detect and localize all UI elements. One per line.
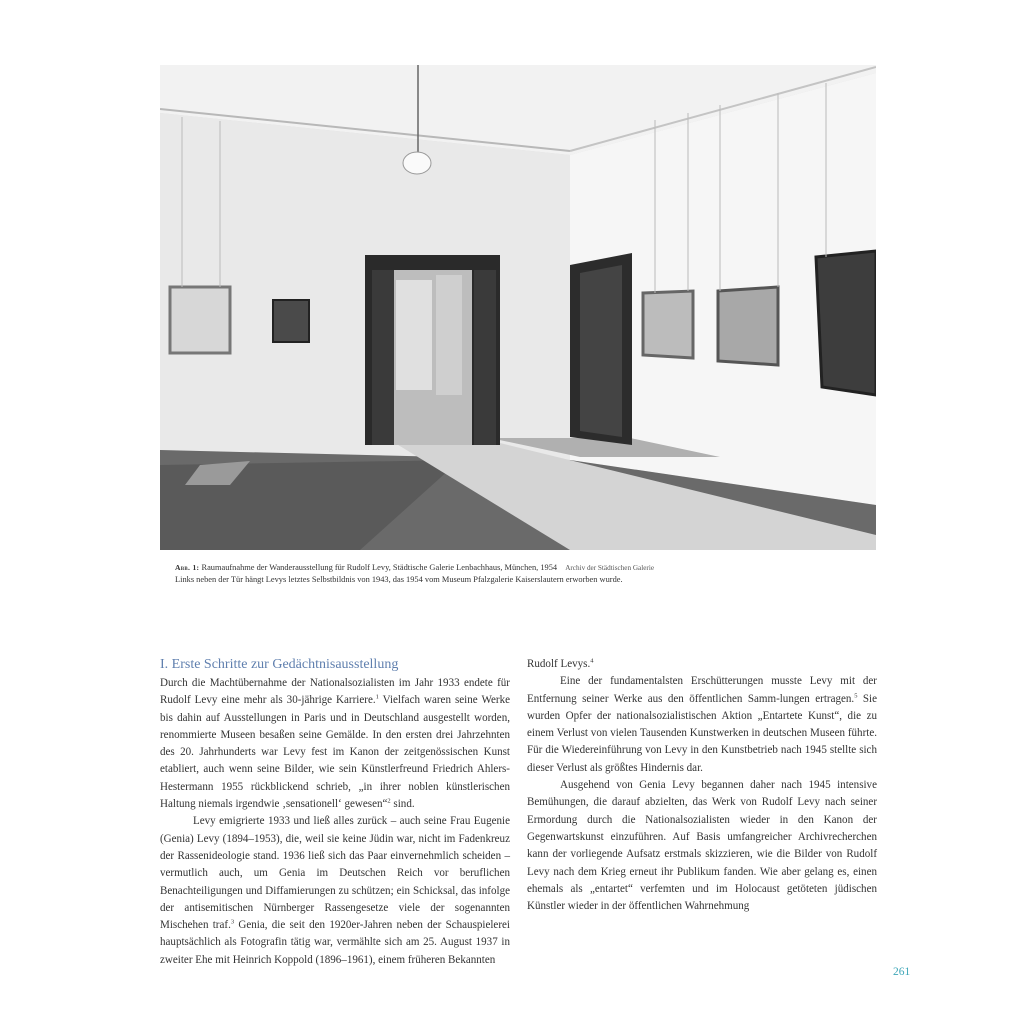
paragraph-1 bbox=[160, 675, 510, 813]
footnote-ref-3: 3 bbox=[230, 918, 235, 926]
figure-label: Abb. 1: bbox=[175, 563, 200, 572]
caption-line-2: Links neben der Tür hängt Levys letztes Selbstbildnis von 1943, das 1954 vom Museum Pfalzgalerie Kaiserslautern erworben wurde. bbox=[175, 575, 623, 584]
paragraph-2-text-split: Genia, die seit den 1920er-Jahren neben der Schauspielerei hauptsächlich als Fotografin tätig war, vermählte sich am 25. August 1937 in zweiter Ehe mit Heinrich Koppold (1896–1961), einem früheren Bekannten bbox=[160, 919, 510, 966]
section-heading: I. Erste Schritte zur Gedächtnisausstellung bbox=[160, 657, 399, 672]
caption-credit: Archiv der Städtischen Galerie bbox=[565, 564, 655, 572]
footnote-ref-2: 2 bbox=[387, 797, 391, 805]
page-number: 261 bbox=[893, 966, 911, 978]
paragraph-3 bbox=[527, 673, 877, 777]
paragraph-3-text-cont: Sie wurden Opfer der nationalsozialistischen Aktion „Entartete Kunst“, die zu einem Verlust von vielen Tausenden Kunstwerken in deutschen Museen führte. Für die Wiedereinführung von Levy in den Kunstbetrieb nach 1945 stellte sich dieser Verlust als größtes Hindernis dar. bbox=[527, 692, 877, 774]
paragraph-2 bbox=[160, 813, 510, 969]
paragraph-1-text: Durch die Machtübernahme der Nationalsozialisten im Jahr 1933 endete für Rudolf Levy eine mehr als 30-jährige Karriere. bbox=[160, 677, 510, 707]
footnote-ref-1: 1 bbox=[375, 693, 379, 701]
text-column-left bbox=[160, 656, 510, 969]
paragraph-2-continued bbox=[527, 656, 877, 673]
paragraph-3-text: Eine der fundamentalsten Erschütterungen musste Levy mit der Entfernung seiner Werke aus den öffentlichen Samm-lungen ertragen. bbox=[527, 675, 877, 705]
paragraph-4: Ausgehend von Genia Levy begannen daher nach 1945 intensive Bemühungen, die darauf abzielten, das Werk von Rudolf Levy nach seiner Ermordung durch die Nationalsozialisten wieder in den Kanon der Gegenwartskunst einzuführen. Auf Basis umfangreicher Archivrecherchen kann der vorliegende Aufsatz erstmals skizzieren, wie die Bilder von Rudolf Levy nach dem Krieg erneut ihr Publikum fanden. Wie aber gelang es, einen ehemals als „entartet“ verfemten und im Holocaust getöteten jüdischen Künstler wieder in der öffentlichen Wahrnehmung bbox=[527, 779, 877, 913]
paragraph-2-text-cont: Rudolf Levys. bbox=[527, 658, 591, 670]
paragraph-1-text-cont: Vielfach waren seine Werke bis dahin auf Ausstellungen in Paris und in Deutschland ausgestellt worden, renommierte Museen besaßen seine Gemälde. In den ersten drei Jahrzehnten des 20. Jahrhunderts war Levy fest im Kanon der zeitgenössischen Kunst etabliert, auch wenn seine Bilder, wie sein Künstlerfreund Friedrich Ahlers-Hestermann 1955 rückblickend schrieb, „in ihrer noblen künstlerischen Haltung niemals irgendwie ‚sensationell‘ gewesen“ bbox=[160, 694, 510, 811]
footnote-ref-5: 5 bbox=[854, 691, 858, 699]
gallery-photograph bbox=[160, 65, 876, 550]
caption-line-1 bbox=[175, 562, 875, 574]
figure-caption bbox=[175, 562, 875, 586]
paragraph-2-text: Levy emigrierte 1933 und ließ alles zurück – auch seine Frau Eugenie (Genia) Levy (1894–1953), die, weil sie keine Jüdin war, nicht im Fadenkreuz der Rassenideologie stand. 1936 ließ sich das Paar einvernehmlich scheiden – vermutlich auch, um Genia im Deutschen Reich vor beruflichen Benachteiligungen und Diffamierungen zu schützen; ein Schicksal, das infolge der antisemitischen Nürnberger Rassengesetze viele der sogenannten Mischehen traf. bbox=[160, 815, 510, 932]
footnote-ref-4: 4 bbox=[590, 657, 594, 665]
caption-text: Raumaufnahme der Wanderausstellung für Rudolf Levy, Städtische Galerie Lenbachhaus, München, 1954 bbox=[201, 563, 558, 572]
paragraph-1-end: sind. bbox=[390, 798, 415, 811]
text-column-right bbox=[527, 656, 877, 915]
